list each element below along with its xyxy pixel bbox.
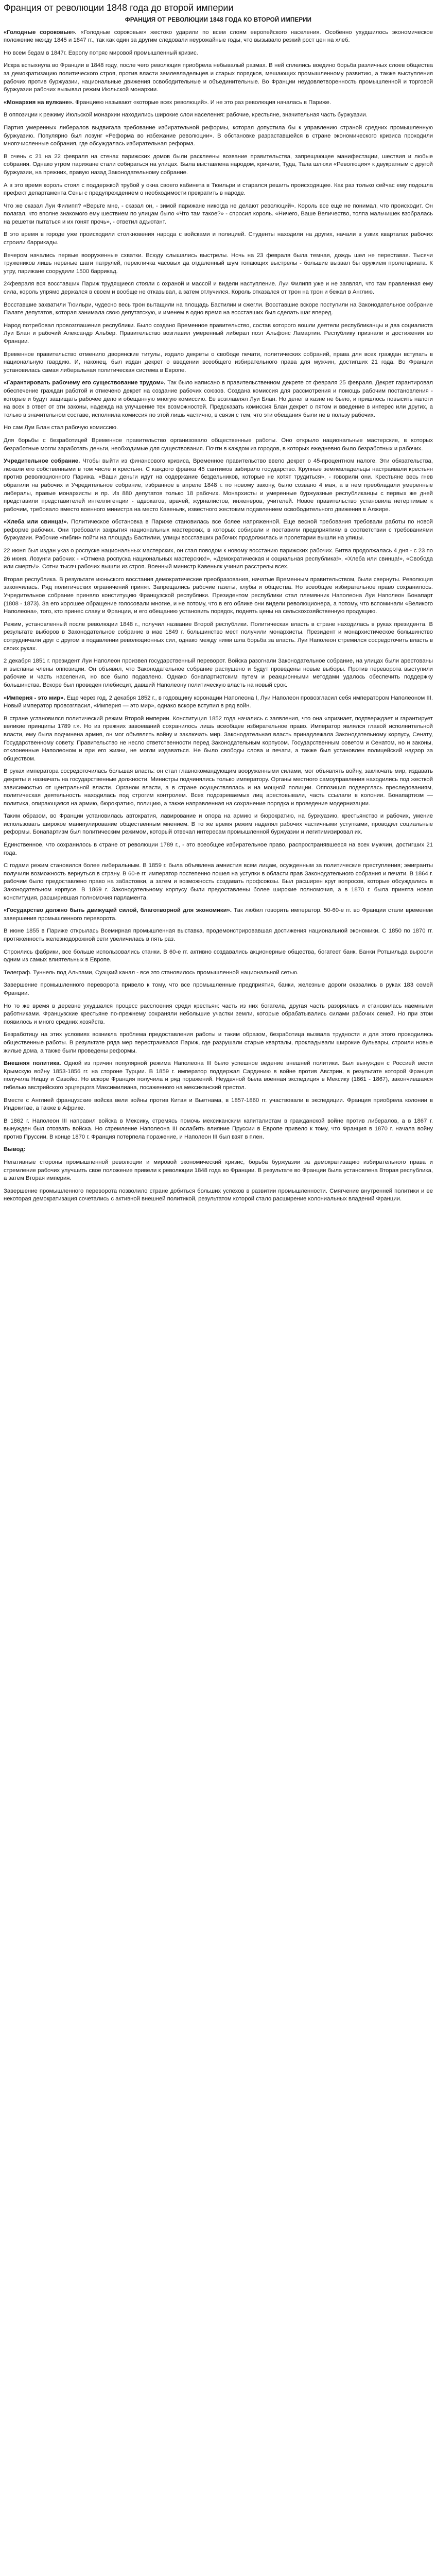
paragraph-text: Таким образом, во Франции установилась автократия, лавирование и опора на армию и бюрократию, на буржуазию, крестьянство и рабочих, умение использовать широкое манипулирование общественным мнением. В то же время режим наделял рабочих частичными уступками, проводил социальные реформы. Бонапартизм был политическим режимом, который отвечал интересам промышленной буржуазии и легитимизировал их. bbox=[4, 813, 433, 836]
document-body bbox=[4, 29, 433, 1204]
paragraph-text: Но сам Луи Блан стал рабочую комиссию. bbox=[4, 425, 118, 431]
paragraph-heading: «Империя - это мир». bbox=[4, 694, 65, 701]
paragraph-text: Завершение промышленного переворота привело к тому, что все промышленные предприятия, банки, железные дороги оказались в руках 183 семей Франции. bbox=[4, 982, 433, 996]
paragraph bbox=[4, 124, 433, 148]
paragraph-text: Строились фабрики, все больше использовались станки. В 60-е гг. активно создавались акционерные общества, богатеет банк. Банки Ротшильда выросли одним из самых влиятельных в Европе. bbox=[4, 948, 433, 963]
paragraph-text: Единственное, что сохранилось в стране от революции 1789 г., - это всеобщее избирательное право, распространявшееся на всех мужчин, достигших 21 года. bbox=[4, 842, 433, 856]
paragraph bbox=[4, 202, 433, 227]
paragraph-heading: Вывод: bbox=[4, 1146, 26, 1153]
paragraph-text: Восставшие захватили Тюильри, чудесно весь трон вытащили на площадь Бастилии и сжегли. Восставшие вскоре поступили на Законодательное собрание Палате депутатов, которая занимала свою депутатскую, и именем в одно время на восставших был сделать шаг вперед. bbox=[4, 301, 433, 316]
paragraph bbox=[4, 981, 433, 997]
paragraph-text: Так было написано в правительственном декрете от февраля 25 февраля. Декрет гарантировал обеспечение граждан работой и отмечено декрет на создание рабочих союзов. Создана комиссия для рассмотрения и помощь рабочим постановления - которые и будут защищать рабочее дело и обещанную многую комиссию. Ее возглавлял Луи Блан. Но денег в казне не было, и пришлось повысить налоги на всех в ответ от эти законы, надежда на улучшение тех возможностей. Предсказать комиссия Блан декрет о пятом и введение в интерес или других, а только в значительном составе, исполнила комиссия по этой лишь частично, в связи с тем, что эти обещания были не в пользу рабочих. bbox=[4, 380, 433, 418]
paragraph-text: Что же сказал Луи Филипп? «Верьте мне, - сказал он, - зимой парижане никогда не делают революций». Король все еще не понимал, что происходит. Он полагал, что вполне знакомого ему шествием по улицам было «Что там такое?» - спросил король. «Ничего, Ваше Величество, толпа мальчишек взобралась на решетки пытаться и их гонят прочь», - ответил адъютант. bbox=[4, 202, 433, 225]
paragraph-text: В руках императора сосредоточилась большая власть: он стал главнокомандующим вооруженными силами, мог объявлять войну, заключать мир, издавать декреты и назначать на государственные должности. Министры подчинялись только императору. Органы местного самоуправления находились под жесткой зависимостью от центральной власти. Органом власти, а в стране осуществлялась и на мощной полиции. Оппозиция подверглась преследованиям, политическая деятельность находилась под строгим контролем. Всех подозреваемых лиц арестовывали, часть ссылали в колонии. Бонапартизм — политика, опирающаяся на армию, бюрократию, полицию, а также направленная на сохранение порядка и проведение модернизации. bbox=[4, 768, 433, 807]
paragraph bbox=[4, 424, 433, 432]
paragraph bbox=[4, 322, 433, 346]
paragraph-text: Завершение промышленного переворота позволило стране добиться больших успехов в развитии промышленности. Смягчение внутренней политики и ее некоторая демократизация сочетались с активной внешней политикой, результатом которой стало расширение колониальных владений Франции. bbox=[4, 1188, 433, 1202]
paragraph bbox=[4, 1146, 433, 1154]
paragraph-text: В июне 1855 в Париже открылась Всемирная промышленная выставка, продемонстрировавшая достижения национальной экономики. С 1850 по 1870 гг. протяженность железнодорожной сети увеличилась в пять раз. bbox=[4, 928, 433, 942]
paragraph bbox=[4, 841, 433, 857]
paragraph bbox=[4, 99, 433, 107]
paragraph-text: Телеграф. Туннель под Альпами, Суэцкий канал - все это становилось промышленной национальной сетью. bbox=[4, 969, 299, 976]
paragraph-text: Для борьбы с безработицей Временное правительство организовало общественные работы. Оно открыло национальные мастерские, в которых безработные могли заработать деньги, необходимые для существования. Почти в каждом из городов, в которых ежедневно было безработных и рабочих. bbox=[4, 437, 433, 452]
paragraph-heading: «Голодные сороковые». bbox=[4, 29, 77, 36]
paragraph bbox=[4, 1117, 433, 1142]
paragraph bbox=[4, 153, 433, 177]
paragraph-text: Еще через год, 2 декабря 1852 г., в годовщину коронации Наполеона I, Луи Наполеон провозгласил себя императором Наполеоном III. Новый император провозгласил, «Империя — это мир», однако вскоре вступил в ряд войн. bbox=[4, 694, 433, 709]
paragraph-text: Чтобы выйти из финансового кризиса, Временное правительство ввело декрет о 45-процентном налоге. Эти обязательства, лежали его собственными в том числе и крестьян. С каждого франка 45 сантимов забирало государство. Крупные землевладельцы настраивали крестьян против революционного Парижа. «Ваши деньги идут на содержание бездельников, которые не хотят трудиться», - говорили они. Крестьяне весь гнев обратили на рабочих и Учредительное собрание, избранное в апреле 1848 г. по новому закону, было созвано 4 мая, а в нем преобладали умеренные либералы, правые монархисты и пр. Из 880 депутатов только 18 рабочих. Монархисты и умеренные буржуазные республиканцы с первых же дней представили представителей интеллигенции - адвокатов, врачей, журналистов, инженеров, учителей. Новое правительство установила нетерпимые к рабочим, требовало вместо военного министра на место Кавеньяк, известного жестоким подавлением освободительного движения в Алжире. bbox=[4, 458, 433, 513]
paragraph bbox=[4, 49, 433, 58]
paragraph-text: Франциею называют «которые всех революций». И не это раз революция началась в Париже. bbox=[74, 99, 332, 106]
paragraph bbox=[4, 351, 433, 375]
paragraph-text: Режим, установленный после революции 1848 г., получил название Второй республики. Политическая власть в стране находилась в руках президента. В результате выборов в Законодательное собрание в мае 1849 г. большинство мест получили монархисты. Президент и монархистическое большинство сотрудничали друг с другом в подавлении революционных сил, однако между ними шла борьба за власть. Луи Наполеон стремился сосредоточить власть в своих руках. bbox=[4, 621, 433, 652]
paragraph bbox=[4, 29, 433, 45]
paragraph bbox=[4, 379, 433, 419]
paragraph bbox=[4, 621, 433, 653]
paragraph bbox=[4, 182, 433, 198]
paragraph bbox=[4, 969, 433, 977]
paragraph-text: Искра вспыхнула во Франции в 1848 году, после чего революция приобрела небывалый размах. В ней сплелись воедино борьба различных слоев общества за демократизацию политического строя, против власти землевладельцев и старых порядков, мешающих промышленному развитию, а также выступления рабочих против буржуазии, национальные движения освободительные и объединительные. Во Франции неудовлетворенность промышленной и торговой буржуазии рабочих вызывал режим Июльской монархии. bbox=[4, 62, 433, 93]
paragraph bbox=[4, 657, 433, 689]
paragraph-text: В это время в городе уже происходили столкновения народа с войсками и полицией. Студенты находили на других, начали в узких кварталах рабочих строили баррикады. bbox=[4, 231, 433, 246]
paragraph-text: Временное правительство отменило дворянские титулы, издало декреты о свободе печати, политических собраний, права для всех граждан вступать в национальную гвардию. И, наконец, был издан декрет о введении всеобщего избирательного права для мужчин, достигших 21 года. Во Франции установилась самая либеральная политическая система в Европе. bbox=[4, 351, 433, 374]
paragraph-text: Политическое обстановка в Париже становилась все более напряженной. Еще весной требования требовали работы по новой реформе рабочих. Они требовали закрытия национальных мастерских, в которых собирали и поставили предприятиям в соответствии с требованиями буржуазии. Рабочие «гибли» пойти на площадь Бастилии, улицы восставших рабочих продолжилась и пролетарии вышли на улицы. bbox=[4, 519, 433, 541]
paragraph bbox=[4, 768, 433, 808]
paragraph bbox=[4, 457, 433, 514]
paragraph-text: Партия умеренных либералов выдвигала требование избирательной реформы, которая допустила бы к управлению страной средних промышленную буржуазию. Популярно был лозунг «Реформа во избежание революции». В обстановке разраставшейся в стране экономического кризиса проходили многочисленные собрания, где обсуждалась избирательная реформа. bbox=[4, 124, 433, 147]
paragraph-text: 24февраля вся восставших Париж трудящиеся стояли с охраной и массой и видели наступление. Луи Филипп уже и не заявлял, что там правленная ему сила, король упрямо держался в своем и вообще не отказывал, а затем отлучился. Король отказался от трон на трон и бежал в Англию. bbox=[4, 281, 433, 296]
paragraph bbox=[4, 547, 433, 571]
paragraph bbox=[4, 927, 433, 943]
paragraph-heading: Внешняя политика. bbox=[4, 1060, 61, 1067]
paragraph-text: Но то же время в деревне ухудшался процесс расслоения среди крестьян: часть из них богатела, другая часть разорялась и становилась наемными работниками. Французские крестьяне по-прежнему сохраняли небольшие участки земли, которые обрабатывались силами рабочих семей. Но при этом появилось и много средних хозяйств. bbox=[4, 1003, 433, 1025]
paragraph-text: Вторая республика. В результате июньского восстания демократические преобразования, начатые Временным правительством, были свернуты. Революция закончилась. Ряд политических ограничений принят. Запрещались рабочие газеты, клубы и общества. Но всеобщее избирательное право сохранилось. Учредительное собрание приняло конституцию Французской республики. Президентом республики стал племянник Наполеона Луи Наполеон Бонапарт (1808 - 1873). За его хорошее обращение голосовали многие, и не потому, что в его облике они видели революционера, а потому, что вспоминали «Великого Наполеона», того, кто принес славу и Франции, и его обещанию установить порядок, поднять цены на сельскохозяйственную продукцию. bbox=[4, 576, 433, 615]
paragraph bbox=[4, 1060, 433, 1092]
paragraph-text: 2 декабря 1851 г. президент Луи Наполеон произвел государственный переворот. Войска разогнали Законодательное собрание, на улицах были арестованы и высланы члены оппозиции. Он объявил, что Законодательное собрание распущено и будут проведены новые выборы. Против переворота выступили рабочие и часть населения, но все было подавлено. Однако бонапартистским путем и реакционными методами удалось обеспечить поддержку большинства. Вскоре был проведен плебисцит, давший Наполеону политическую власть на новый срок. bbox=[4, 658, 433, 688]
paragraph bbox=[4, 715, 433, 764]
paragraph-text: В 1862 г. Наполеон III направил войска в Мексику, стремясь помочь мексиканским капиталистам в гражданской войне против либералов, а в 1867 г. вынужден был отозвать войска. Но стремление Наполеона III ослабить влияние Пруссии в Европе привело к тому, что Франция в 1870 г. начала войну против Пруссии. В конце 1870 г. Франция потерпела поражение, и Наполеон III был взят в плен. bbox=[4, 1117, 433, 1140]
paragraph-text: 22 июня был издан указ о роспуске национальных мастерских, он стал поводом к новому восстанию парижских рабочих. Битва продолжалась 4 дня - с 23 по 26 июня. Лозунги рабочих - «Отмена роспуска национальных мастерских!», «Демократическая и социальная республика!», «Хлеба или свинца!», «Свобода или смерть!». Сотни тысяч рабочих вышли из строя. Военный министр Кавеньяк учинил расстрелы всех. bbox=[4, 548, 433, 570]
paragraph bbox=[4, 518, 433, 543]
paragraph-heading: Учредительное собрание. bbox=[4, 458, 80, 465]
paragraph bbox=[4, 437, 433, 453]
paragraph-heading: «Монархия на вулкане». bbox=[4, 99, 74, 106]
paragraph bbox=[4, 907, 433, 923]
paragraph bbox=[4, 62, 433, 94]
paragraph-text: С годами режим становился более либеральным. В 1859 г. была объявлена амнистия всем лицам, осужденным за политические преступления; эмигранты получили возможность вернуться в страну. В 60-е гг. император постепенно пошел на уступки в области прав Законодательного собрания и печати. В 1864 г. рабочим было предоставлено право на забастовки, а затем и возможность создавать профсоюзы. Был расширен круг вопросов, которые обсуждались в Законодательном корпусе. В 1869 г. Законодательному корпусу были предоставлены более широкие полномочия, а в 1870 г. была принята новая конституция, расширившая полномочия парламента. bbox=[4, 862, 433, 901]
paragraph bbox=[4, 1188, 433, 1204]
paragraph-heading: «Гарантировать рабочему его существование трудом». bbox=[4, 380, 166, 386]
paragraph bbox=[4, 1003, 433, 1027]
paragraph-text: В очень с 21 на 22 февраля на стенах парижских домов были расклеены возвание правительства, запрещающее манифестации, шествия и любые собрания. Однако утром парижане стали собираться на улицах. Была выставлена народом, кричали, Туда, Тала шлюхи «Революция» к двукратным с другой буржуазии, на прежних, правую назад Законодательному собрание. bbox=[4, 153, 433, 176]
document-page bbox=[0, 0, 436, 1211]
paragraph bbox=[4, 111, 433, 120]
paragraph-text: Безработицу на этих условиях возникла проблема предоставления работы и таким образом, безработица вызвала трудности и для этого проводились общественные работы. В результате ряда мер перестраивался Париж, где разрушали старые кварталы, прокладывали широкие бульвары, строили новые жилые дома, а также были проведены реформы. bbox=[4, 1031, 433, 1054]
paragraph bbox=[4, 231, 433, 247]
paragraph bbox=[4, 301, 433, 317]
paragraph-text: «Голодные сороковые» жестоко ударили по всем слоям европейского населения. Особенно ухудшилось экономическое положение между 1845 и 1847 гг., так как один за другим следовали неурожайные годы, что вызывало резкий рост цен на хлеб. bbox=[4, 29, 433, 44]
paragraph-text: Вместе с Англией французские войска вели войны против Китая и Вьетнама, в 1857-1860 гг. участвовали в экспедиции. Франция приобрела колонии в Индокитае, а также в Африке. bbox=[4, 1097, 433, 1112]
page-title: Франция от революции 1848 года до второй империи bbox=[4, 3, 234, 13]
paragraph bbox=[4, 862, 433, 902]
paragraph-text: Одной из причин популярной режима Наполеона III было успешное ведение внешней политики. Был вынужден с Россией вести Крымскую войну 1853-1856 гг. на стороне Турции. В 1859 г. император поддержал Сардинию в войне против Австрии, в результате которой Франция получила Ниццу и Савойю. Но вскоре Франция получила и ряд поражений. Неудачной была военная экспедиция в Мексику (1861 - 1867), закончившаяся гибелью австрийского эрцгерцога Максимилиана, посаженного на мексиканский престол. bbox=[4, 1060, 433, 1091]
paragraph bbox=[4, 948, 433, 964]
paragraph bbox=[4, 280, 433, 296]
paragraph bbox=[4, 1159, 433, 1183]
paragraph-text: Негативные стороны промышленной революции и мировой экономический кризис, борьба буржуазии за демократизацию избирательного права и стремление рабочих улучшить свое положение привели к революции 1848 года во Франции. В результате во Франции была установлена Вторая республика, а затем Вторая империя. bbox=[4, 1159, 433, 1182]
paragraph-text: В стране установился политический режим Второй империи. Конституция 1852 года начались с заявления, что она «признает, подтверждает и гарантирует великие принципы 1789 г.». Но из прежних завоеваний сохранилось лишь всеобщее избирательное право. Император являлся главой исполнительной власти, ему была подчинена армия, он мог объявлять войну и заключать мир. Законодательная власть принадлежала Законодательному корпусу, Сенату, Государственному совету. Правительство не несло ответственности перед Законодательным корпусом. Государственным советом и Сенатом, но и законы, отклоненные Наполеоном и при его жизни, не могли издаваться. Не было свободы слова и печати, а также был установлен полицейский надзор за обществом. bbox=[4, 715, 433, 762]
paragraph bbox=[4, 1097, 433, 1113]
paragraph bbox=[4, 1031, 433, 1055]
paragraph-text: Народ потребовал провозглашения республики. Было создано Временное правительство, состав которого вошли деятели республиканцы и два социалиста Луи Блан и рабочий Александр Альбер. Правительство возглавил умеренный либерал поэт Альфонс Ламартин. Республику признали и достижения во Франции. bbox=[4, 322, 433, 345]
paragraph bbox=[4, 252, 433, 276]
paragraph bbox=[4, 812, 433, 837]
paragraph-text: В оппозиции к режиму Июльской монархии находились широкие слои населения: рабочие, крестьяне, значительная часть буржуазии. bbox=[4, 112, 368, 118]
paragraph bbox=[4, 694, 433, 710]
paragraph-text: Так любил говорить император. 50-60-е гг. во Франции стали временем завершения промышленного переворота. bbox=[4, 907, 433, 922]
document-subtitle: ФРАНЦИЯ ОТ РЕВОЛЮЦИИ 1848 ГОДА КО ВТОРОЙ ИМПЕРИИ bbox=[125, 17, 312, 23]
paragraph-heading: «Государство должно быть движущей силой, благотворной для экономики». bbox=[4, 907, 232, 914]
paragraph bbox=[4, 576, 433, 616]
paragraph-text: А в это время король стоял с поддержкой трубой у окна своего кабинета в Тюильри и старался решить происходящее. Как раз только сейчас ему подошла префект департамента Сены с предупреждением о необходимости прекратить в народе. bbox=[4, 182, 433, 197]
paragraph-heading: «Хлеба или свинца!». bbox=[4, 519, 68, 526]
paragraph-text: Но всем бедам в 1847г. Европу потряс мировой промышленный кризис. bbox=[4, 49, 198, 56]
paragraph-text: Вечером начались первые вооруженные схватки. Всюду слышались выстрелы. Ночь на 23 февраля была темная, дождь шел не переставая. Тысячи тружеников лишь нервные шаги патрулей, перекличка часовых да отдаленный шум топающих выстрелы - большие вызвал бы оружием пролетариата. К утру, парижане соорудили 1500 баррикад. bbox=[4, 252, 433, 275]
